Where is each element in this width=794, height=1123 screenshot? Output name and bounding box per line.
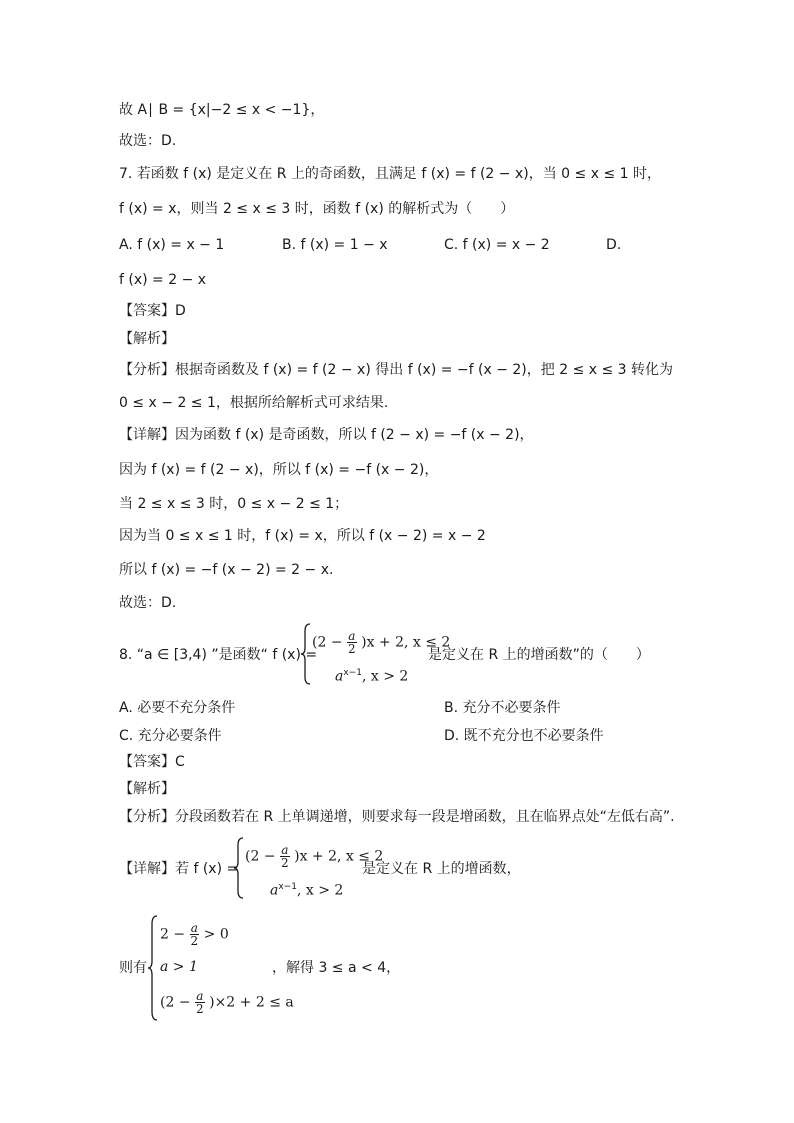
- option-d: D. 既不充分也不必要条件: [444, 728, 604, 744]
- analysis-text: 【分析】分段函数若在 R 上单调递增，则要求每一段是增函数，且在临界点处“左低右高”.: [119, 809, 675, 825]
- detail-line: 所以 f (x) = −f (x − 2) = 2 − x.: [119, 562, 334, 578]
- piecewise-bottom: $a^{x-1}$, x > 2: [335, 668, 409, 685]
- option-c: C. f (x) = x − 2: [444, 237, 550, 253]
- option-b: B. f (x) = 1 − x: [282, 237, 388, 253]
- option-c: C. 充分必要条件: [119, 728, 222, 744]
- analysis-text-cont: 0 ≤ x − 2 ≤ 1，根据所给解析式可求结果.: [119, 395, 389, 411]
- detail-line-post: 是定义在 R 上的增函数，: [362, 861, 521, 877]
- piecewise-bottom: $a^{x-1}$, x > 2: [270, 882, 344, 899]
- inequality-3: (2 − $\frac{a}{2}$ )×2 + 2 ≤ a: [160, 989, 294, 1016]
- option-a: A. f (x) = x − 1: [119, 237, 225, 253]
- system-prefix: 则有: [119, 960, 147, 976]
- option-d: f (x) = 2 − x: [119, 272, 207, 288]
- detail-line: 当 2 ≤ x ≤ 3 时，0 ≤ x − 2 ≤ 1；: [119, 496, 349, 512]
- question-7-stem-cont: f (x) = x，则当 2 ≤ x ≤ 3 时，函数 f (x) 的解析式为（ ）: [119, 201, 515, 217]
- question-8-stem-post: 是定义在 R 上的增函数”的（ ）: [428, 647, 650, 663]
- piecewise-top: (2 − $\frac{a}{2}$ )x + 2, x ≤ 2: [312, 629, 451, 656]
- text-line: 故选：D.: [119, 133, 177, 149]
- conclusion-line: 故选：D.: [119, 595, 177, 611]
- piecewise-brace-icon: [233, 837, 245, 899]
- question-7-stem: 7. 若函数 f (x) 是定义在 R 上的奇函数，且满足 f (x) = f (2 − x)，当 0 ≤ x ≤ 1 时，: [119, 166, 661, 182]
- text-line: 故 A∣ B = {x|−2 ≤ x < −1}，: [119, 102, 325, 118]
- inequality-1: 2 − $\frac{a}{2}$ > 0: [160, 921, 229, 948]
- system-brace-icon: [147, 915, 159, 1021]
- detail-line-pre: 【详解】若 f (x) =: [119, 861, 239, 877]
- answer-label: 【答案】C: [119, 754, 185, 770]
- inequality-2: a > 1: [160, 959, 198, 975]
- detail-line: 因为 f (x) = f (2 − x)，所以 f (x) = −f (x − 2)，: [119, 462, 439, 478]
- detail-line: 【详解】因为函数 f (x) 是奇函数，所以 f (2 − x) = −f (x − 2)，: [119, 427, 534, 443]
- question-8-stem-pre: 8. “a ∈ [3,4) ”是函数“ f (x) =: [119, 647, 318, 663]
- option-a: A. 必要不充分条件: [119, 700, 236, 716]
- fraction: $\frac{a}{2}$: [196, 989, 204, 1016]
- fraction: $\frac{a}{2}$: [348, 629, 356, 656]
- analysis-heading: 【解析】: [119, 781, 175, 797]
- piecewise-top: (2 − $\frac{a}{2}$ )x + 2, x ≤ 2: [245, 843, 384, 870]
- analysis-text: 【分析】根据奇函数及 f (x) = f (2 − x) 得出 f (x) = −f (x − 2)，把 2 ≤ x ≤ 3 转化为: [119, 362, 674, 378]
- answer-label: 【答案】D: [119, 303, 186, 319]
- detail-line: 因为当 0 ≤ x ≤ 1 时，f (x) = x，所以 f (x − 2) = x − 2: [119, 528, 486, 544]
- system-solution: ，解得 3 ≤ a < 4，: [272, 960, 401, 976]
- option-d-label: D.: [606, 237, 622, 253]
- option-b: B. 充分不必要条件: [444, 700, 561, 716]
- piecewise-brace-icon: [300, 623, 312, 685]
- fraction: $\frac{a}{2}$: [190, 921, 199, 948]
- analysis-heading: 【解析】: [119, 331, 175, 347]
- fraction: $\frac{a}{2}$: [281, 843, 289, 870]
